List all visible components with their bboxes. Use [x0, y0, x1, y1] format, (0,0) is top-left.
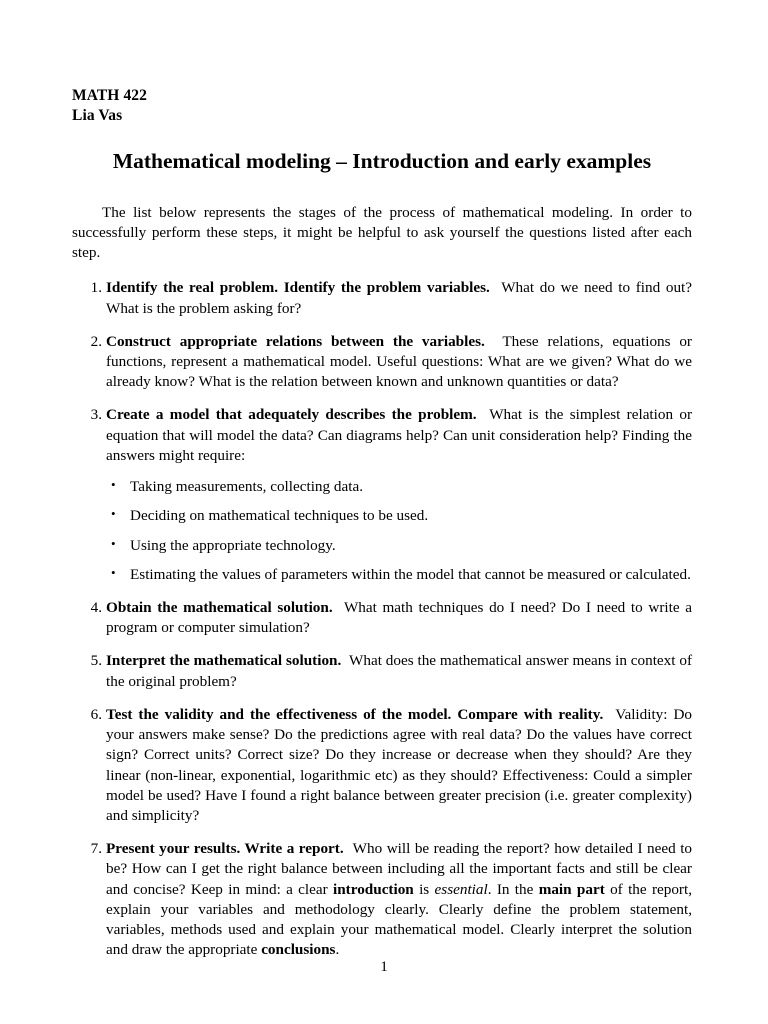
list-item [72, 651, 692, 691]
emphasis-main-part: main part [538, 880, 605, 898]
step-lead: Test the validity and the effectiveness of the model. Compare with reality. [106, 705, 604, 723]
list-item [72, 405, 692, 585]
sub-bullet-list [106, 477, 692, 585]
emphasis-conclusions: conclusions [261, 941, 336, 959]
steps-list [72, 278, 692, 960]
list-item [72, 839, 692, 960]
step-body-text: What is the simplest relation or equation that will model the data? Can diagrams help? Can unit consideration help? Finding the answers might require: [106, 406, 693, 464]
step-body-text: . [335, 941, 340, 959]
course-header [72, 86, 692, 126]
step-body-text: Who will be reading the report? how detailed I need to be? How can I get the right balance between including all the important facts and still be clear and concise? Keep in mind: a clear [106, 840, 693, 898]
list-item [72, 278, 692, 318]
step-lead: Identify the real problem. Identify the problem variables. [106, 279, 490, 297]
list-item: • Deciding on mathematical techniques to be used. [106, 506, 692, 526]
list-item: • Using the appropriate technology. [106, 536, 692, 556]
step-lead: Obtain the mathematical solution. [106, 598, 333, 616]
author-name: Lia Vas [72, 107, 123, 125]
step-body [106, 706, 692, 824]
list-item [72, 705, 692, 826]
emphasis-essential: essential [434, 880, 488, 898]
step-body-text: . In the [487, 880, 539, 898]
step-lead: Construct appropriate relations between the variables. [106, 332, 485, 350]
step-lead: Create a model that adequately describes the problem. [106, 406, 477, 424]
step-body-text: What math techniques do I need? Do I need to write a program or computer simulation? [106, 598, 692, 637]
step-lead: Present your results. Write a report. [106, 840, 344, 858]
step-body-text: What do we need to find out? What is the problem asking for? [106, 279, 693, 317]
step-body-text: These relations, equations or functions, represent a mathematical model. Useful questions: What are we given? What do we already know? What is the relation between known and unknown quantities or data? [106, 332, 692, 391]
emphasis-introduction: introduction [333, 880, 414, 898]
course-code: MATH 422 [72, 87, 147, 104]
list-item [72, 332, 692, 393]
step-body-text: is [413, 880, 435, 898]
list-item: • Taking measurements, collecting data. [106, 477, 692, 497]
step-body-text: What does the mathematical answer means in context of the original problem? [106, 652, 693, 690]
step-lead: Interpret the mathematical solution. [106, 652, 342, 670]
list-item [72, 598, 692, 638]
list-item: • Estimating the values of parameters within the model that cannot be measured or calculated. [106, 565, 692, 585]
step-body [106, 840, 692, 958]
step-body-text: Validity: Do your answers make sense? Do the predictions agree with real data? Do the values have correct sign? Correct units? Correct size? Do they increase or decrease when they should? Are they linear (non-linear, exponential, logarithmic etc) as they should? Effectiveness: Could a simpler model be used? Have I found a right balance between greater precision (i.e. greater complexity) and simplicity? [106, 705, 693, 824]
page-title: Mathematical modeling – Introduction and early examples [112, 149, 652, 174]
step-body-text: of the report, explain your variables and methodology clearly. Clearly define the problem statement, variables, methods used and explain your mathematical model. Clearly interpret the solution and draw the appropriate [106, 880, 693, 959]
intro-paragraph: The list below represents the stages of the process of mathematical modeling. In order to successfully perform these steps, it might be helpful to ask yourself the questions listed after each step. [72, 203, 692, 261]
page-number: 1 [380, 958, 388, 975]
